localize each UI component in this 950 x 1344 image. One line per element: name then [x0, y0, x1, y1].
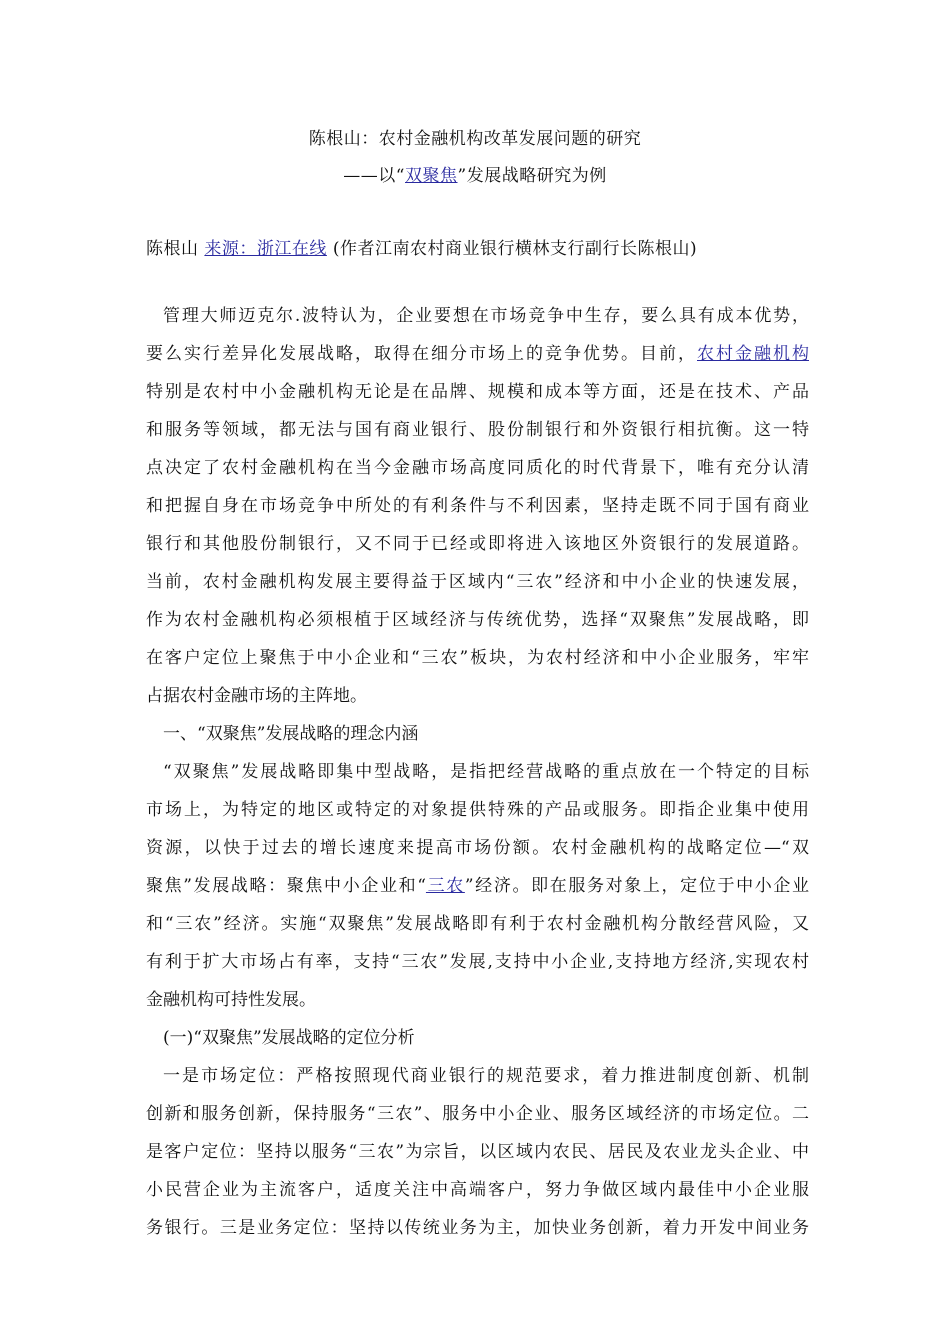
paragraph-intro — [146, 297, 809, 715]
text-line: 和“三农”经济。实施“双聚焦”发展战略即有利于农村金融机构分散经营风险，又 — [146, 914, 809, 934]
paragraph-positioning — [146, 1057, 809, 1247]
text-line: 作为农村金融机构必须根植于区域经济与传统优势，选择“双聚焦”发展战略，即 — [146, 610, 809, 630]
text-line: 在客户定位上聚焦于中小企业和“三农”板块，为农村经济和中小企业服务，牢牢 — [146, 648, 809, 668]
text-line: 创新和服务创新，保持服务“三农”、服务中小企业、服务区域经济的市场定位。二 — [146, 1104, 809, 1124]
text-line: (一)“双聚焦”发展战略的定位分析 — [163, 1028, 415, 1048]
text-line: 当前，农村金融机构发展主要得益于区域内“三农”经济和中小企业的快速发展， — [146, 572, 809, 592]
text-line: 占据农村金融市场的主阵地。 — [146, 686, 367, 706]
byline — [146, 234, 697, 259]
text-line: 务银行。三是业务定位：坚持以传统业务为主，加快业务创新，着力开发中间业务 — [146, 1218, 809, 1238]
text-line: 是客户定位：坚持以服务“三农”为宗旨，以区域内农民、居民及农业龙头企业、中 — [146, 1142, 809, 1162]
author-name: 陈根山 — [146, 239, 199, 259]
text-line: 一是市场定位：严格按照现代商业银行的规范要求，着力推进制度创新、机制 — [163, 1066, 809, 1086]
text-line: 和把握自身在市场竞争中所处的有利条件与不利因素，坚持走既不同于国有商业 — [146, 496, 809, 516]
text-line: 金融机构可持性发展。 — [146, 990, 316, 1010]
author-note: (作者江南农村商业银行横林支行副行长陈根山) — [332, 239, 698, 259]
text-line — [146, 867, 809, 905]
text-line — [146, 335, 809, 373]
text-line: 小民营企业为主流客户，适度关注中高端客户，努力争做区域内最佳中小企业服 — [146, 1180, 809, 1200]
subtitle-prefix: ——以“ — [343, 166, 405, 186]
text-line: 一、“双聚焦”发展战略的理念内涵 — [163, 724, 419, 744]
document-subtitle — [0, 161, 950, 186]
rural-finance-link[interactable]: 农村金融机构 — [697, 344, 809, 364]
text-span: 要么实行差异化发展战略，取得在细分市场上的竞争优势。目前， — [146, 344, 697, 364]
text-line: “双聚焦”发展战略即集中型战略，是指把经营战略的重点放在一个特定的目标 — [163, 762, 809, 782]
text-line: 资源，以快于过去的增长速度来提高市场份额。农村金融机构的战略定位—“双 — [146, 838, 809, 858]
text-line: 管理大师迈克尔.波特认为，企业要想在市场竞争中生存，要么具有成本优势， — [163, 306, 809, 326]
text-line: 银行和其他股份制银行，又不同于已经或即将进入该地区外资银行的发展道路。 — [146, 534, 809, 554]
source-link[interactable]: 来源：浙江在线 — [204, 239, 327, 259]
text-span: ”经济。即在服务对象上，定位于中小企业 — [464, 876, 810, 896]
article-body — [146, 297, 809, 1247]
text-line: 特别是农村中小金融机构无论是在品牌、规模和成本等方面，还是在技术、产品 — [146, 382, 809, 402]
text-line: 有利于扩大市场占有率，支持“三农”发展,支持中小企业,支持地方经济,实现农村 — [146, 952, 809, 972]
document-title: 陈根山：农村金融机构改革发展问题的研究 — [308, 129, 642, 149]
text-line: 市场上，为特定的地区或特定的对象提供特殊的产品或服务。即指企业集中使用 — [146, 800, 809, 820]
text-line: 点决定了农村金融机构在当今金融市场高度同质化的时代背景下，唯有充分认清 — [146, 458, 809, 478]
text-span: 聚焦”发展战略：聚焦中小企业和“ — [146, 876, 426, 896]
sannong-link[interactable]: 三农 — [425, 876, 465, 896]
subtitle-suffix: ”发展战略研究为例 — [457, 166, 607, 186]
text-line: 和服务等领域，都无法与国有商业银行、股份制银行和外资银行相抗衡。这一特 — [146, 420, 809, 440]
shuangjujiao-link[interactable]: 双聚焦 — [405, 166, 458, 186]
section-heading-1 — [146, 715, 809, 753]
paragraph-concept — [146, 753, 809, 1019]
section-heading-2 — [146, 1019, 809, 1057]
